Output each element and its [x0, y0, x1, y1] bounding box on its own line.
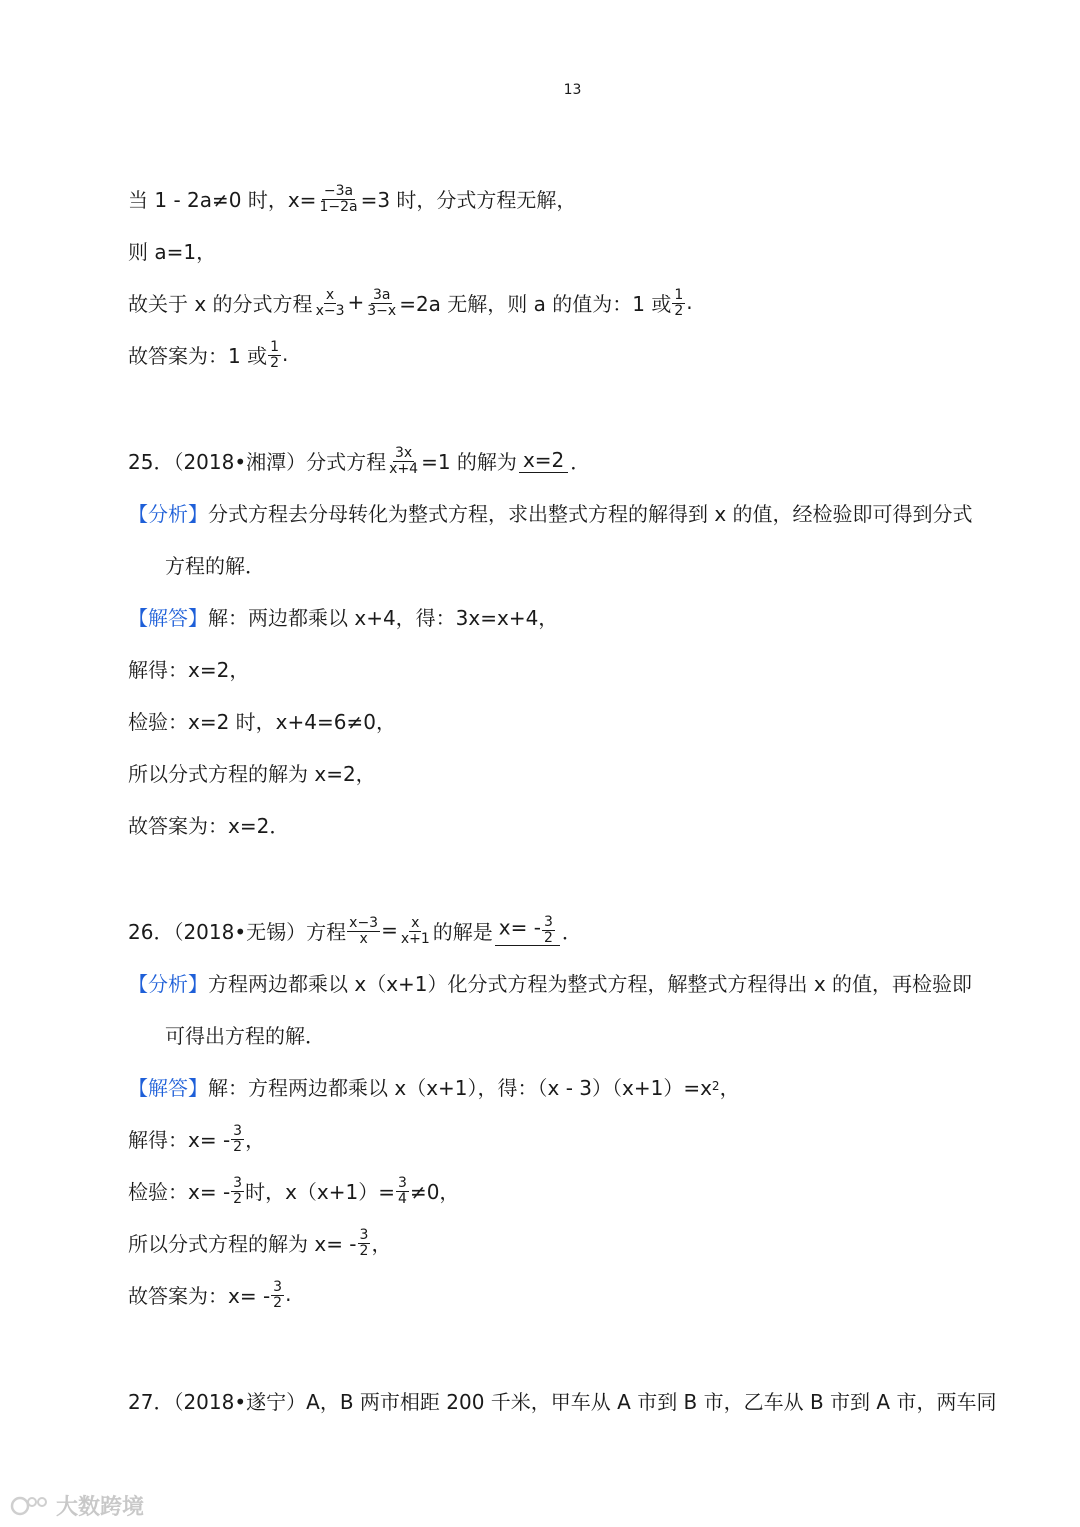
answer-blank: x= - $\frac{3}{2}$ [495, 914, 560, 945]
solution-line: 【解答】 解：两边都乘以 x+4，得：3x=x+4， [128, 596, 558, 636]
analysis-line: 【分析】 方程两边都乘以 x（x+1）化分式方程为整式方程，解整式方程得出 x 的值，再检验即 [128, 962, 972, 1002]
answer-line: 故答案为：1 或 $\frac{1}{2}$ . [128, 338, 289, 371]
question-26: 26．（2018•无锡）方程 $\frac{x-3}{x}$ = $\frac{x}{x+1}$ 的解是 x= - $\frac{3}{2}$ ． [128, 914, 582, 947]
solution-line: 解得：x= - $\frac{3}{2}$ ， [128, 1122, 266, 1155]
solution-line: 当 1 - 2a≠0 时，x= $\frac{-3a}{1-2a}$ =3 时，分式方程无解， [128, 182, 577, 215]
fraction: $\frac{1}{2}$ [270, 338, 280, 371]
fraction: $\frac{x}{x-3}$ [315, 286, 345, 319]
answer-line: 故答案为：x=2． [128, 813, 290, 838]
question-25: 25．（2018•湘潭）分式方程 $\frac{3x}{x+4}$ =1 的解为 x=2 ． [128, 444, 591, 477]
analysis-tag: 【分析】 [128, 501, 208, 526]
fraction: $\frac{3}{2}$ [359, 1226, 369, 1259]
analysis-line: 方程的解． [165, 553, 265, 578]
watermark: 大数跨境 [10, 1490, 144, 1521]
solution-tag: 【解答】 [128, 605, 208, 630]
fraction: $\frac{3}{2}$ [543, 914, 553, 946]
question-27: 27．（2018•遂宁）A，B 两市相距 200 千米，甲车从 A 市到 B 市，乙车从 B 市到 A 市，两车同 [128, 1389, 997, 1414]
solution-line: 所以分式方程的解为 x= - $\frac{3}{2}$ ， [128, 1226, 392, 1259]
solution-line: 解得：x=2， [128, 657, 250, 682]
fraction: $\frac{3}{4}$ [398, 1174, 407, 1207]
solution-line: 检验：x=2 时，x+4=6≠0， [128, 709, 396, 734]
answer-blank: x=2 [519, 448, 568, 473]
solution-line: 则 a=1， [128, 239, 217, 264]
fraction: $\frac{3}{2}$ [273, 1278, 283, 1311]
fraction: $\frac{x}{x+1}$ [400, 914, 430, 947]
solution-line: 所以分式方程的解为 x=2， [128, 761, 376, 786]
solution-line: 【解答】 解：方程两边都乘以 x（x+1），得：（x - 3）（x+1）=x 2 ， [128, 1066, 740, 1106]
watermark-logo-icon [10, 1494, 50, 1518]
fraction: $\frac{3}{2}$ [233, 1122, 243, 1155]
fraction: $\frac{x-3}{x}$ [349, 914, 379, 947]
solution-line: 故关于 x 的分式方程 $\frac{x}{x-3}$ + $\frac{3a}{3-x}$ =2a 无解，则 a 的值为：1 或 $\frac{1}{2}$ . [128, 286, 693, 319]
solution-tag: 【解答】 [128, 1075, 208, 1100]
fraction: $\frac{3}{2}$ [233, 1174, 243, 1207]
page-number: 13 [563, 82, 582, 98]
analysis-line: 【分析】 分式方程去分母转化为整式方程，求出整式方程的解得到 x 的值，经检验即可得到分式 [128, 492, 973, 532]
analysis-tag: 【分析】 [128, 971, 208, 996]
fraction: $\frac{-3a}{1-2a}$ [319, 182, 358, 215]
answer-line: 故答案为：x= - $\frac{3}{2}$ . [128, 1278, 292, 1311]
fraction: $\frac{3a}{3-x}$ [367, 286, 397, 319]
fraction: $\frac{3x}{x+4}$ [389, 444, 419, 477]
solution-line: 检验：x= - $\frac{3}{2}$ 时，x（x+1）= $\frac{3}{4}$ ≠0， [128, 1174, 460, 1207]
fraction: $\frac{1}{2}$ [674, 286, 684, 319]
analysis-line: 可得出方程的解． [165, 1023, 325, 1048]
